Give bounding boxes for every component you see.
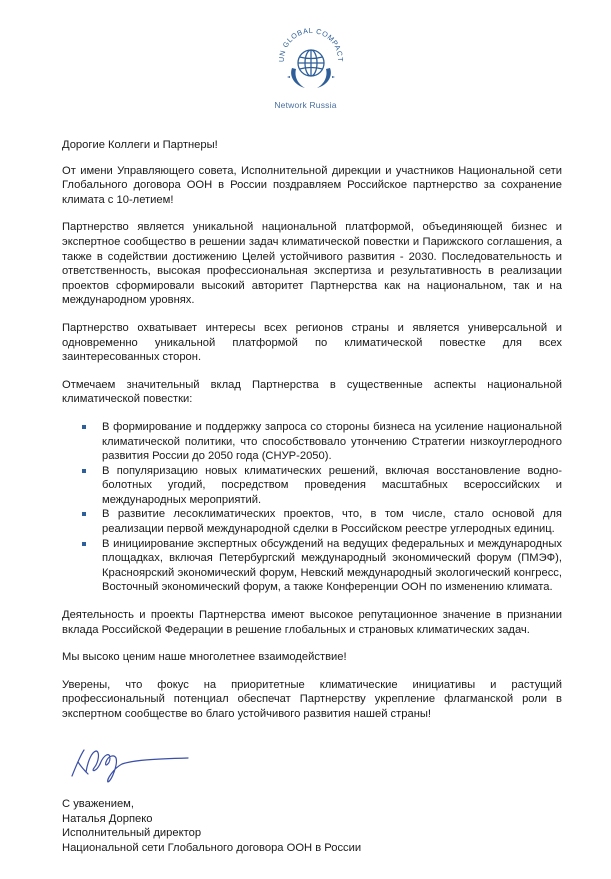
bullet-square-icon <box>82 542 86 546</box>
signer-org: Национальной сети Глобального договора ООН в России <box>62 841 362 854</box>
bullet-square-icon <box>82 512 86 516</box>
paragraph: Отмечаем значительный вклад Партнерства в существенные аспекты национальной климатической повестки: <box>62 378 562 406</box>
list-item <box>62 537 562 595</box>
signature <box>64 742 194 784</box>
paragraph: От имени Управляющего совета, Исполнительной дирекции и участников Национальной сети Глобального договора ООН в России поздравляем Российское партнерство за сохранение климата с 10-летием! <box>62 164 562 206</box>
list-item-text: В инициирование экспертных обсуждений на ведущих федеральных и международных площадках, включая Петербургский международный экономический форум (ПМЭФ), Красноярский экономический форум, Невский международный экологический конгресс, Восточный экономический форум, а также Конференции ООН по изменению климата. <box>102 537 562 594</box>
list-item <box>62 464 562 508</box>
paragraph: Партнерство является уникальной национальной платформой, объединяющей бизнес и экспертное сообщество в решении задач климатической повестки и Парижского соглашения, а также в содействии достижению Целей устойчивого развития - 2030. Последовательность и ответственность, высокая профессиональная экспертиза и результативность в реализации проектов сформировали высокий авторитет Партнерства как на национальном, так и на международном уровнях. <box>62 221 562 307</box>
paragraph: Партнерство охватывает интересы всех регионов страны и является универсальной и одновременно уникальной платформой по климатической повестке для всех заинтересованных сторон. <box>62 321 562 364</box>
paragraph: Мы высоко ценим наше многолетнее взаимодействие! <box>62 651 347 664</box>
signer-title: Исполнительный директор <box>62 827 202 840</box>
greeting: Дорогие Коллеги и Партнеры! <box>62 139 218 151</box>
letter-body <box>62 138 562 735</box>
un-globe-icon <box>272 16 350 94</box>
bullet-square-icon <box>82 425 86 429</box>
signer-name: Наталья Дорпеко <box>62 812 153 825</box>
contribution-list <box>62 420 562 595</box>
paragraph: Уверены, что фокус на приоритетные климатические инициативы и растущий профессиональный потенциал обеспечат Партнерству укрепление флагманской роли в экспертном сообществе во благо устойчивого развития нашей страны! <box>62 678 562 720</box>
bullet-square-icon <box>82 469 86 473</box>
list-item-text: В популяризацию новых климатических решений, включая восстановление водно-болотных угодий, посредством проведения масштабных всероссийских и международных мероприятий. <box>102 464 562 506</box>
regards: С уважением, <box>62 798 134 810</box>
paragraph: Деятельность и проекты Партнерства имеют высокое репутационное значение в признании вклада Российской Федерации в решение глобальных и страновых климатических задач. <box>62 609 562 636</box>
list-item-text: В формирование и поддержку запроса со стороны бизнеса на усиление национальной климатической политики, что способствовало утончению Стратегии низкоуглеродного развития России до 2050 года (СНУР-2050). <box>102 420 562 463</box>
network-russia-label: Network Russia <box>274 100 337 110</box>
closing-block <box>62 797 482 855</box>
list-item-text: В развитие лесоклиматических проектов, что, в том числе, стало основой для реализации первой международной сделки в Российском реестре углеродных единиц. <box>102 508 562 536</box>
list-item <box>62 507 562 536</box>
list-item <box>62 420 562 464</box>
logo-arc-text: UN GLOBAL COMPACT <box>276 25 346 63</box>
